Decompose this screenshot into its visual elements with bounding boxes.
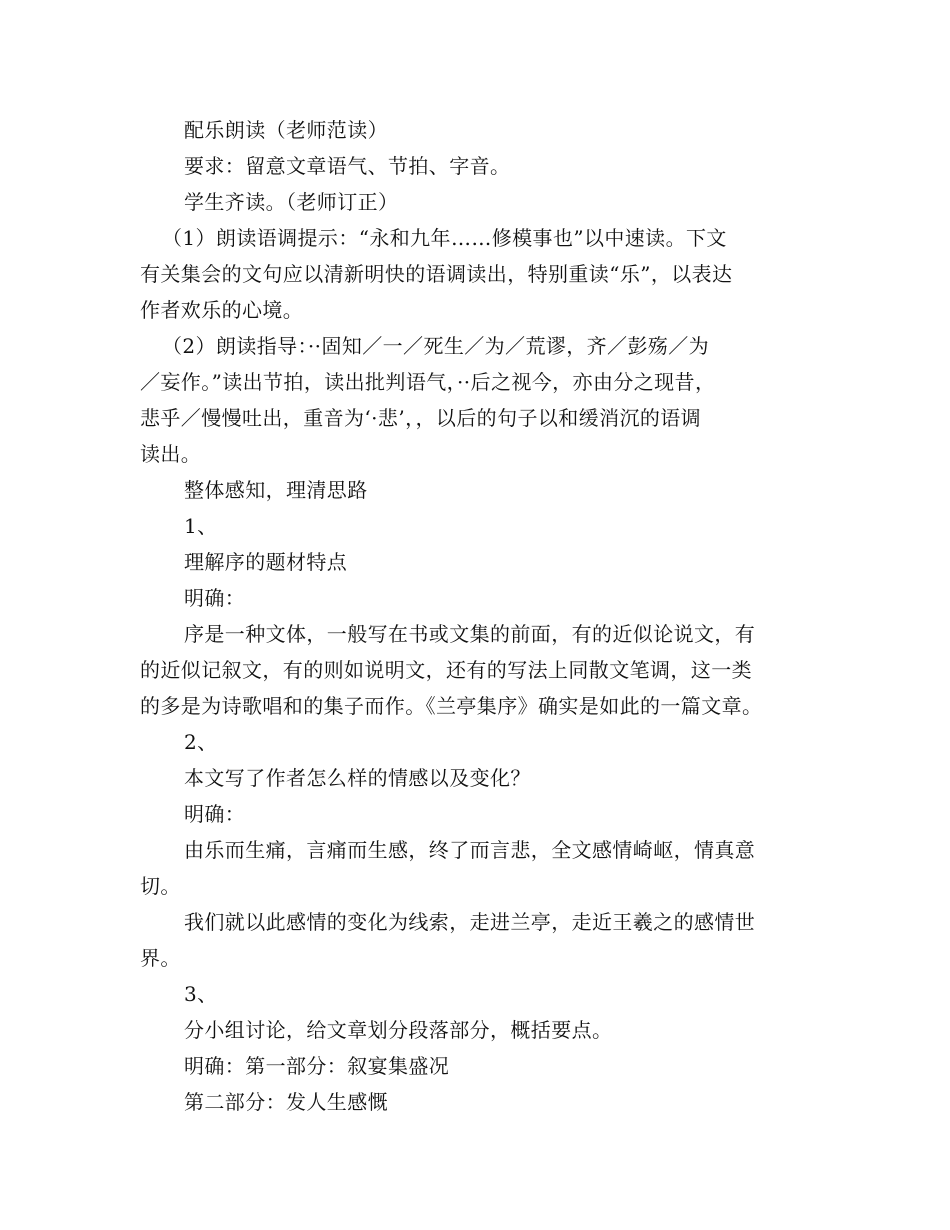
- text-line: 序是一种文体，一般写在书或文集的前面，有的近似论说文，有: [184, 622, 756, 646]
- text-line: （2）朗读指导：··固知／一／死生／为／荒谬，齐／彭殇／为: [162, 334, 710, 358]
- text-line: 界。: [140, 946, 181, 970]
- text-line: 悲乎／慢慢吐出，重音为‘·悲’，，以后的句子以和缓消沉的语调: [140, 406, 702, 430]
- text-line: 的近似记叙文，有的则如说明文，还有的写法上同散文笔调，这一类: [140, 658, 752, 682]
- text-line: 本文写了作者怎么样的情感以及变化？: [184, 766, 531, 790]
- text-line: 理解序的题材特点: [184, 550, 348, 574]
- text-line: 作者欢乐的心境。: [140, 298, 304, 322]
- list-number: 2、: [184, 730, 218, 754]
- text-line: 由乐而生痛，言痛而生感，终了而言悲，全文感情崎岖，情真意: [184, 838, 756, 862]
- text-line: 切。: [140, 874, 181, 898]
- text-line: 第二部分：发人生感慨: [184, 1090, 388, 1114]
- text-line: 要求：留意文章语气、节拍、字音。: [184, 154, 511, 178]
- text-line: 明确：第一部分：叙宴集盛况: [184, 1054, 450, 1078]
- text-line: 有关集会的文句应以清新明快的语调读出，特别重读“乐”，以表达: [140, 262, 733, 286]
- text-line: 读出。: [140, 442, 202, 466]
- text-line: 明确：: [184, 586, 246, 610]
- section-heading: 整体感知，理清思路: [184, 478, 368, 502]
- text-line: 分小组讨论，给文章划分段落部分，概括要点。: [184, 1018, 613, 1042]
- text-line: 明确：: [184, 802, 246, 826]
- list-number: 3、: [184, 982, 218, 1006]
- text-line: 的多是为诗歌唱和的集子而作。《兰亭集序》确实是如此的一篇文章。: [140, 694, 763, 718]
- text-line: ／妄作。”读出节拍，读出批判语气，··后之视今，亦由分之现昔，: [140, 370, 716, 394]
- list-number: 1、: [184, 514, 218, 538]
- text-line: （1）朗读语调提示：“永和九年……修模事也”以中速读。下文: [162, 226, 727, 250]
- text-line: 我们就以此感情的变化为线索，走进兰亭，走近王羲之的感情世: [184, 910, 756, 934]
- text-line: 配乐朗读（老师范读）: [184, 118, 388, 142]
- text-line: 学生齐读。（老师订正）: [184, 190, 399, 214]
